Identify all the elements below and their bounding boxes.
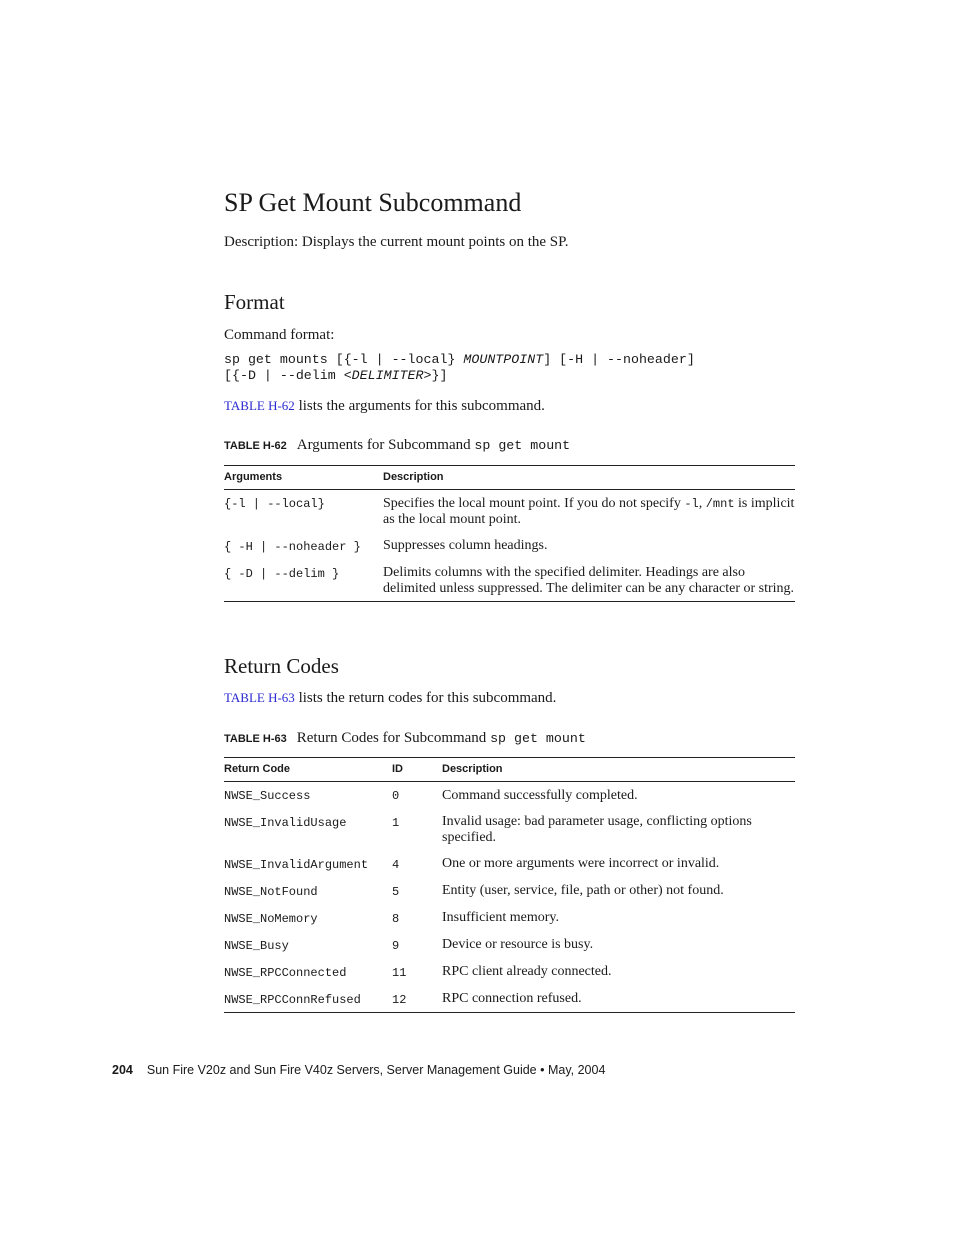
id-cell: 9 [392, 939, 400, 953]
description-cell: Command successfully completed. [442, 788, 638, 803]
return-code-cell: NWSE_InvalidUsage [224, 816, 347, 830]
return-code-cell: NWSE_NoMemory [224, 912, 318, 926]
description-text: Description: Displays the current mount points on the SP. [224, 234, 569, 250]
table-row [224, 533, 795, 560]
table-row [224, 560, 795, 602]
description-cell: Device or resource is busy. [442, 937, 594, 952]
table-h63-link[interactable]: TABLE H-63 [224, 690, 295, 705]
table-row [224, 809, 795, 851]
command-syntax-line-2: [{-D | --delim <DELIMITER>}] [224, 368, 448, 383]
id-cell: 5 [392, 885, 400, 899]
table-row [224, 782, 795, 810]
description-cell: Specifies the local mount point. If you do not specify -l, /mnt is implicit as the local mount point. [383, 496, 795, 527]
footer-text: Sun Fire V20z and Sun Fire V40z Servers, Server Management Guide • May, 2004 [146, 1063, 606, 1077]
column-header: Description [383, 466, 795, 490]
table-h62-link[interactable]: TABLE H-62 [224, 398, 295, 413]
description-cell: Entity (user, service, file, path or other) not found. [442, 883, 724, 898]
description-cell: Invalid usage: bad parameter usage, conflicting options specified. [442, 814, 752, 845]
column-header: Description [442, 758, 795, 782]
description-cell: One or more arguments were incorrect or invalid. [442, 856, 720, 871]
return-codes-table [224, 757, 795, 1013]
command-syntax-line-1: sp get mounts [{-l | --local} MOUNTPOINT] [-H | --noheader] [224, 352, 695, 367]
id-cell: 8 [392, 912, 400, 926]
return-code-cell: NWSE_NotFound [224, 885, 318, 899]
argument-cell: { -D | --delim } [224, 560, 383, 602]
return-code-cell: NWSE_RPCConnected [224, 966, 347, 980]
table-h62-caption: TABLE H-62 Arguments for Subcommand sp get mount [224, 437, 571, 453]
table-h63-caption: TABLE H-63 Return Codes for Subcommand sp get mount [224, 730, 586, 746]
column-header: Arguments [224, 466, 383, 490]
id-cell: 11 [392, 966, 407, 980]
page-number: 204 [112, 1063, 133, 1077]
page-title: SP Get Mount Subcommand [224, 188, 522, 217]
page-footer [112, 1063, 605, 1077]
return-code-cell: NWSE_Success [224, 789, 311, 803]
column-header: ID [392, 758, 442, 782]
table-row [224, 905, 795, 932]
table-row [224, 878, 795, 905]
column-header: Return Code [224, 758, 392, 782]
id-cell: 12 [392, 986, 442, 1013]
format-heading: Format [224, 290, 285, 314]
description-cell: Delimits columns with the specified delimiter. Headings are also delimited unless suppressed. The delimiter can be any character or string. [383, 560, 795, 602]
command-format-label: Command format: [224, 327, 335, 343]
id-cell: 4 [392, 858, 400, 872]
table-row [224, 932, 795, 959]
description-cell: Suppresses column headings. [383, 538, 548, 553]
return-codes-heading: Return Codes [224, 654, 339, 678]
description-cell: RPC connection refused. [442, 986, 795, 1013]
description-cell: Insufficient memory. [442, 910, 560, 925]
return-code-cell: NWSE_Busy [224, 939, 289, 953]
arguments-reference-text: TABLE H-62 lists the arguments for this subcommand. [224, 398, 545, 414]
table-row [224, 959, 795, 986]
arguments-table [224, 465, 795, 602]
id-cell: 1 [392, 816, 400, 830]
id-cell: 0 [392, 789, 400, 803]
argument-cell: {-l | --local} [224, 497, 325, 511]
table-row [224, 986, 795, 1013]
table-row [224, 851, 795, 878]
description-cell: RPC client already connected. [442, 964, 612, 979]
return-code-cell: NWSE_RPCConnRefused [224, 986, 392, 1013]
table-row [224, 490, 795, 534]
return-codes-reference-text: TABLE H-63 lists the return codes for this subcommand. [224, 690, 557, 706]
return-code-cell: NWSE_InvalidArgument [224, 858, 369, 872]
argument-cell: { -H | --noheader } [224, 540, 361, 554]
